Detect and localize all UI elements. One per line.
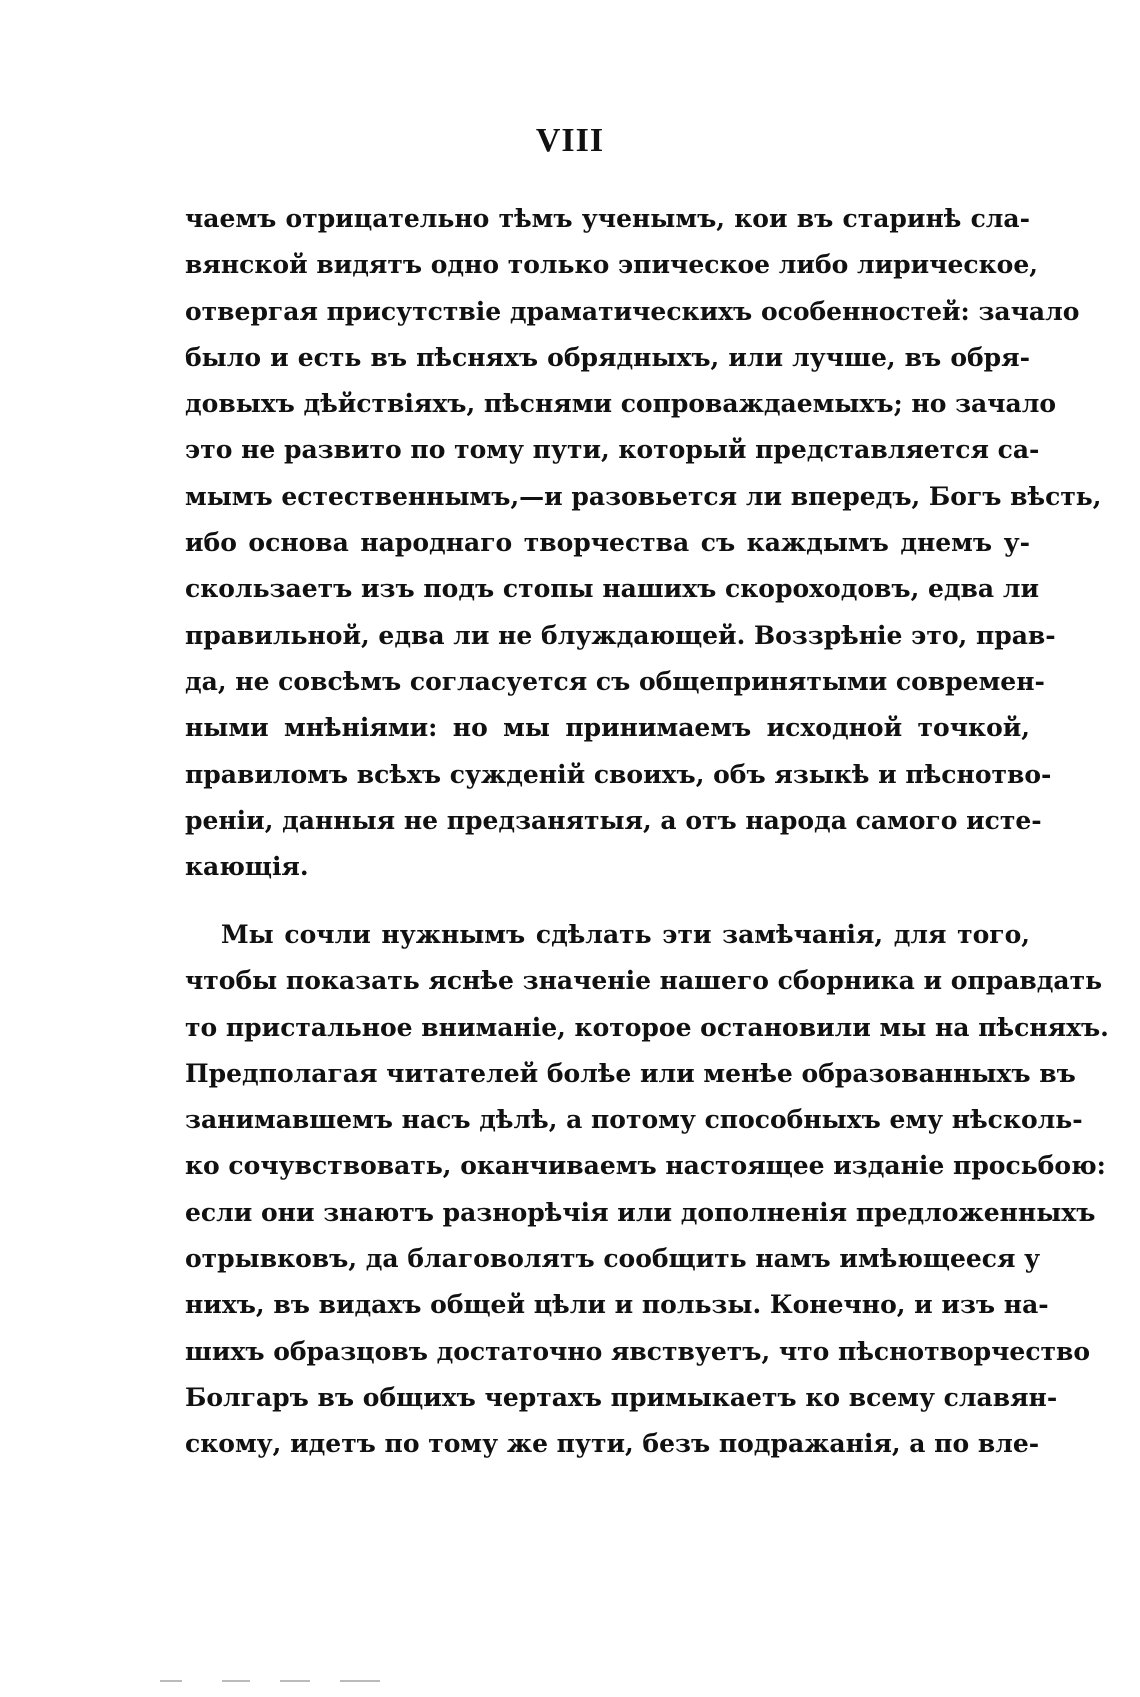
text-line: Предполагая читателей болѣе или менѣе образованныхъ въ (185, 1058, 1076, 1088)
text-line: было и есть въ пѣсняхъ обрядныхъ, или лучше, въ обря- (185, 342, 1030, 372)
text-line: отрывковъ, да благоволятъ сообщить намъ имѣющееся у (185, 1244, 1041, 1274)
text-line: довыхъ дѣйствіяхъ, пѣснями сопроваждаемыхъ; но зачало (185, 389, 1057, 419)
text-line: это не развито по тому пути, который представляется са- (185, 435, 1040, 465)
text-line: нихъ, въ видахъ общей цѣли и пользы. Конечно, и изъ на- (185, 1290, 1049, 1320)
scan-mark (222, 1680, 250, 1682)
text-line: занимавшемъ насъ дѣлѣ, а потому способныхъ ему нѣсколь- (185, 1105, 1083, 1135)
text-line: Болгаръ въ общихъ чертахъ примыкаетъ ко всему славян- (185, 1382, 1058, 1412)
text-line: шихъ образцовъ достаточно явствуетъ, что пѣснотворчество (185, 1336, 1091, 1366)
text-line: скользаетъ изъ подъ стопы нашихъ скороходовъ, едва ли (185, 574, 1040, 604)
text-line: Мы сочли нужнымъ сдѣлать эти замѣчанія, для того, (221, 920, 1030, 949)
text-line: правильной, едва ли не блуждающей. Воззрѣніе это, прав- (185, 620, 1056, 650)
text-line: ко сочувствовать, оканчиваемъ настоящее изданіе просьбою: (185, 1151, 1106, 1181)
scan-mark (340, 1680, 380, 1682)
scan-mark (280, 1680, 310, 1682)
text-line: чтобы показать яснѣе значеніе нашего сборника и оправдать (185, 966, 1103, 996)
text-line: да, не совсѣмъ согласуется съ общепринятыми современ- (185, 666, 1045, 696)
text-line: ными мнѣніями: но мы принимаемъ исходной точкой, (185, 713, 1030, 743)
text-line: правиломъ всѣхъ сужденій своихъ, объ языкѣ и пѣснотво- (185, 759, 1052, 789)
page-number: VIII (535, 122, 605, 159)
text-line: чаемъ отрицательно тѣмъ ученымъ, кои въ старинѣ сла- (185, 204, 1030, 233)
text-line: кающія. (185, 852, 309, 882)
text-line: реніи, данныя не предзанятыя, а отъ народа самого исте- (185, 805, 1042, 835)
paragraph-1 (185, 196, 1102, 890)
scan-artifacts (160, 1680, 540, 1686)
text-line: мымъ естественнымъ,—и разовьется ли впередъ, Богъ вѣсть, (185, 481, 1102, 511)
text-line: отвергая присутствіе драматическихъ особенностей: зачало (185, 296, 1080, 326)
scan-mark (160, 1680, 182, 1682)
text-line: скому, идетъ по тому же пути, безъ подражанія, а по вле- (185, 1429, 1040, 1459)
paragraph-2 (185, 912, 1109, 1468)
text-line: ибо основа народнаго творчества съ каждымъ днемъ у- (185, 528, 1030, 558)
text-line: то пристальное вниманіе, которое остановили мы на пѣсняхъ. (185, 1012, 1109, 1042)
text-line: вянской видятъ одно только эпическое либо лирическое, (185, 250, 1038, 280)
text-line: если они знаютъ разнорѣчія или дополненія предложенныхъ (185, 1197, 1096, 1227)
